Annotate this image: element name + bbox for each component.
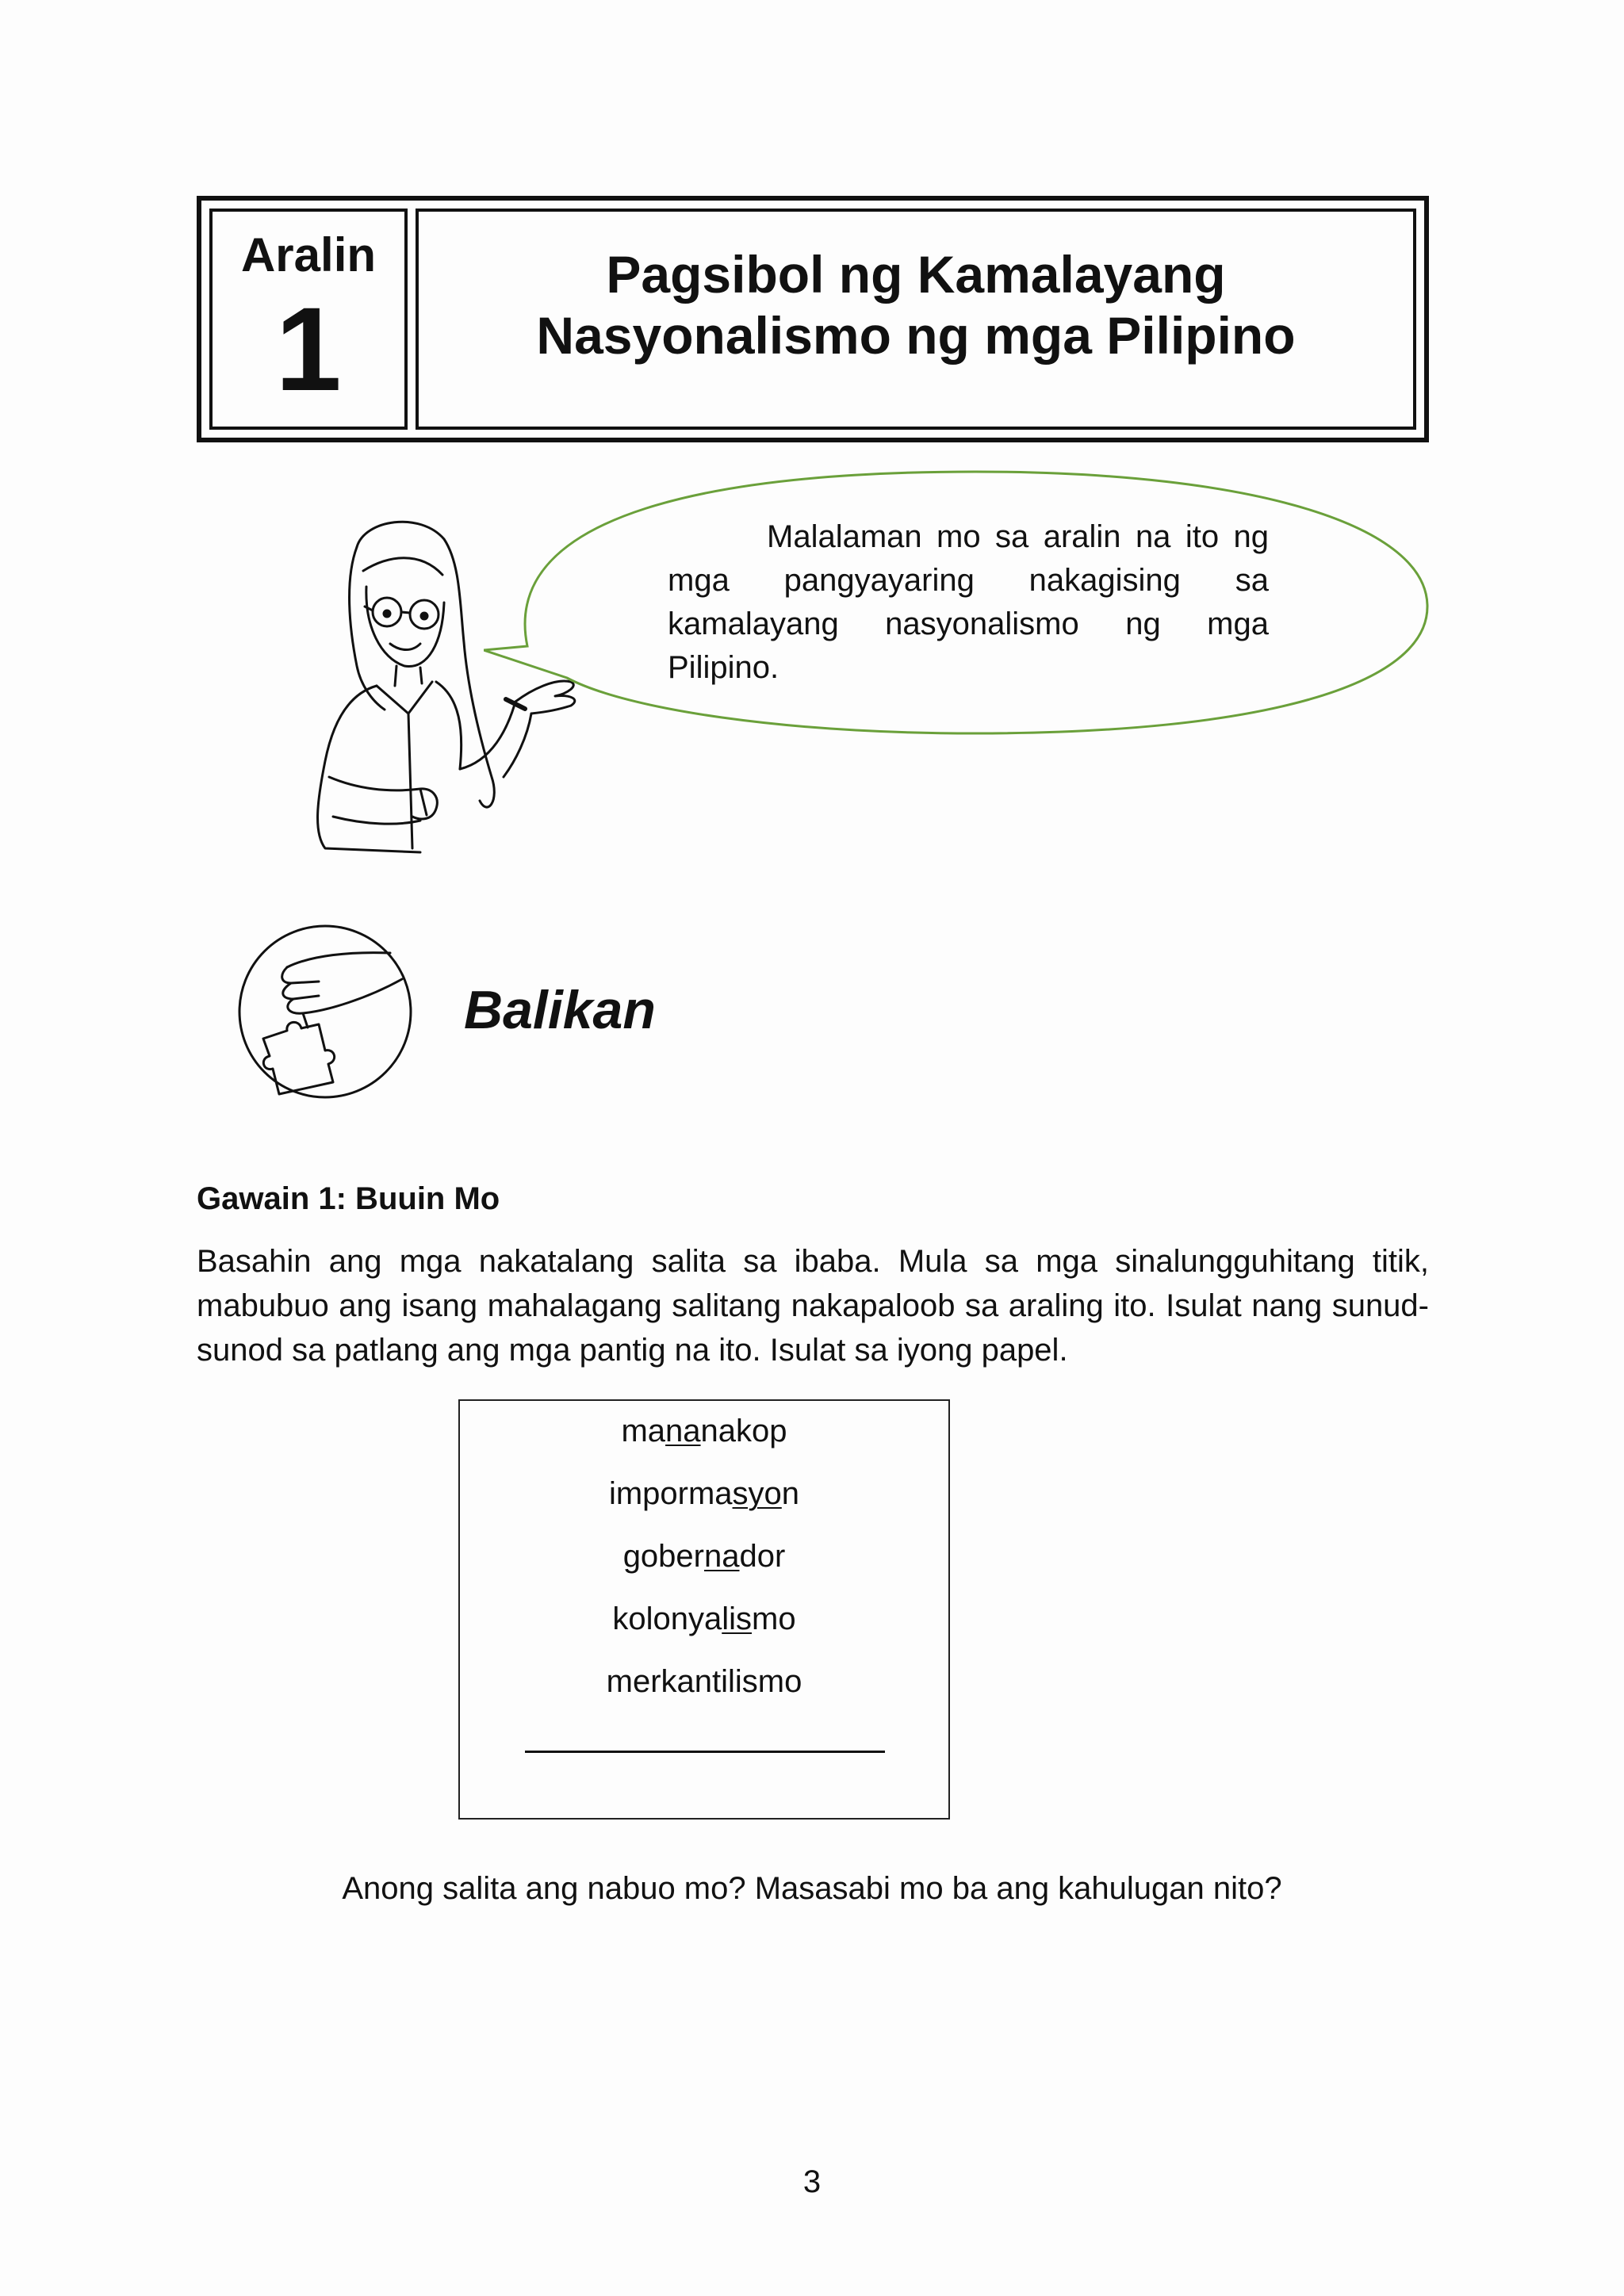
lesson-title-line-1: Pagsibol ng Kamalayang [606,245,1226,304]
lesson-number: 1 [275,282,342,415]
lesson-title-box [416,209,1416,430]
word-item: merkantilismo [606,1664,802,1699]
underlined-syllable: na [665,1414,701,1448]
underlined-syllable: syo [732,1476,782,1511]
underlined-syllable: lis [722,1601,753,1636]
lesson-title-line-2: Nasyonalismo ng mga Pilipino [536,306,1296,365]
underlined-syllable: na [704,1539,740,1574]
word-item: kolonyalismo [612,1601,796,1636]
section-title: Balikan [464,980,656,1040]
page-number: 3 [802,2164,822,2199]
activity-question: Anong salita ang nabuo mo? Masasabi mo ba ang kahulugan nito? [342,1871,1282,1906]
word-item: gobernador [622,1539,786,1574]
lesson-number-box [209,209,408,430]
word-item: mananakop [621,1414,787,1448]
word-item: impormasyon [608,1476,800,1511]
puzzle-hand-icon [232,920,422,1104]
word-list-box [458,1399,950,1820]
lesson-label: Aralin [240,228,377,281]
speech-bubble-text: Malalaman mo sa aralin na ito ng mga pangyayaring nakagising sa kamalayang nasyonalismo ng mga Pilipino. [668,519,1269,685]
answer-blank-line[interactable] [525,1751,885,1753]
activity-instructions: Basahin ang mga nakatalang salita sa ibaba. Mula sa mga sinalungguhitang titik, mabubuo ang isang mahalagang salitang nakapaloob sa araling ito. Isulat nang sunud-sunod sa patlang ang mga pantig na ito. Isulat sa iyong papel. [197,1244,1429,1368]
lesson-header [197,196,1429,442]
activity-title: Gawain 1: Buuin Mo [197,1181,500,1216]
